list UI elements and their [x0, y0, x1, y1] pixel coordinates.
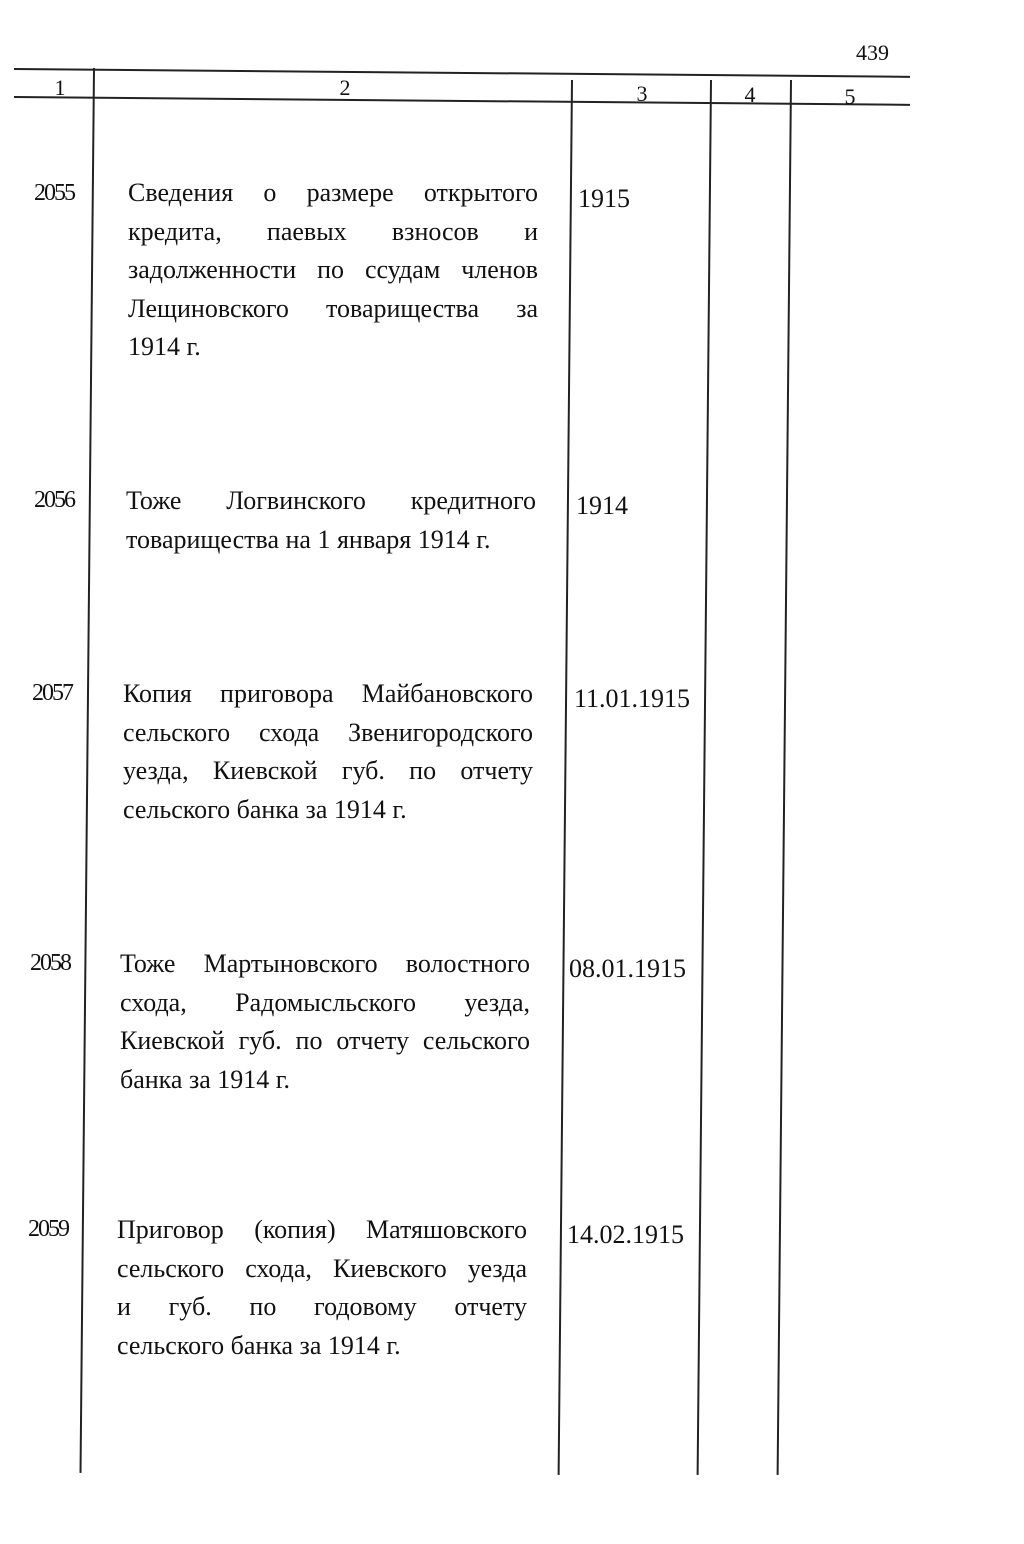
- entry-date: 1914: [576, 491, 628, 520]
- entry-number: 2055: [34, 180, 74, 206]
- description-line: товарищества на 1 января 1914 г.: [126, 524, 491, 554]
- column-divider-2: [558, 80, 573, 1475]
- entry-number: 2059: [28, 1216, 68, 1242]
- entry-date: 08.01.1915: [569, 954, 686, 983]
- entry-number: 2056: [34, 487, 74, 513]
- description-line: сельского схода Звенигородского: [123, 717, 533, 747]
- table-header-bottom-rule: [14, 96, 910, 106]
- entry-date: 11.01.1915: [574, 684, 691, 713]
- entry-description: [123, 675, 533, 829]
- description-line: Киевской губ. по отчету сельского: [120, 1026, 530, 1055]
- description-line: и губ. по годовому отчету: [117, 1292, 527, 1321]
- description-line: Тоже Логвинского кредитного: [126, 486, 536, 515]
- entry-number: 2057: [32, 680, 72, 706]
- description-line: банка за 1914 г.: [120, 1064, 291, 1094]
- description-line: сельского банка за 1914 г.: [117, 1330, 401, 1360]
- header-col-1: 1: [54, 75, 66, 100]
- description-line: сельского банка за 1914 г.: [123, 794, 407, 824]
- entry-description: [117, 1211, 527, 1365]
- header-col-2: 2: [339, 75, 351, 100]
- description-line: Сведения о размере открытого: [128, 178, 538, 207]
- page-number: 439: [856, 40, 889, 65]
- column-divider-3: [697, 80, 712, 1475]
- header-col-4: 4: [744, 82, 756, 107]
- description-line: уезда, Киевской губ. по отчету: [123, 756, 533, 785]
- entry-date: 1915: [578, 184, 630, 213]
- table-header-top-rule: [14, 68, 910, 78]
- description-line: 1914 г.: [128, 332, 201, 361]
- description-line: кредита, паевых взносов и: [128, 216, 538, 246]
- description-line: Копия приговора Майбановского: [123, 679, 533, 708]
- description-line: Приговор (копия) Матяшовского: [117, 1215, 527, 1244]
- entry-description: [128, 174, 538, 367]
- description-line: сельского схода, Киевского уезда: [117, 1253, 527, 1283]
- header-col-3: 3: [636, 81, 648, 106]
- description-line: Лещиновского товарищества за: [128, 293, 538, 323]
- description-line: схода, Радомысльского уезда,: [120, 987, 530, 1017]
- entry-description: [126, 482, 536, 559]
- description-line: задолженности по ссудам членов: [128, 255, 538, 284]
- column-divider-1: [80, 68, 95, 1473]
- description-line: Тоже Мартыновского волостного: [120, 949, 530, 978]
- entry-number: 2058: [30, 950, 70, 976]
- entry-date: 14.02.1915: [567, 1220, 684, 1249]
- entry-description: [120, 945, 530, 1099]
- column-divider-4: [777, 80, 792, 1475]
- header-col-5: 5: [844, 84, 856, 109]
